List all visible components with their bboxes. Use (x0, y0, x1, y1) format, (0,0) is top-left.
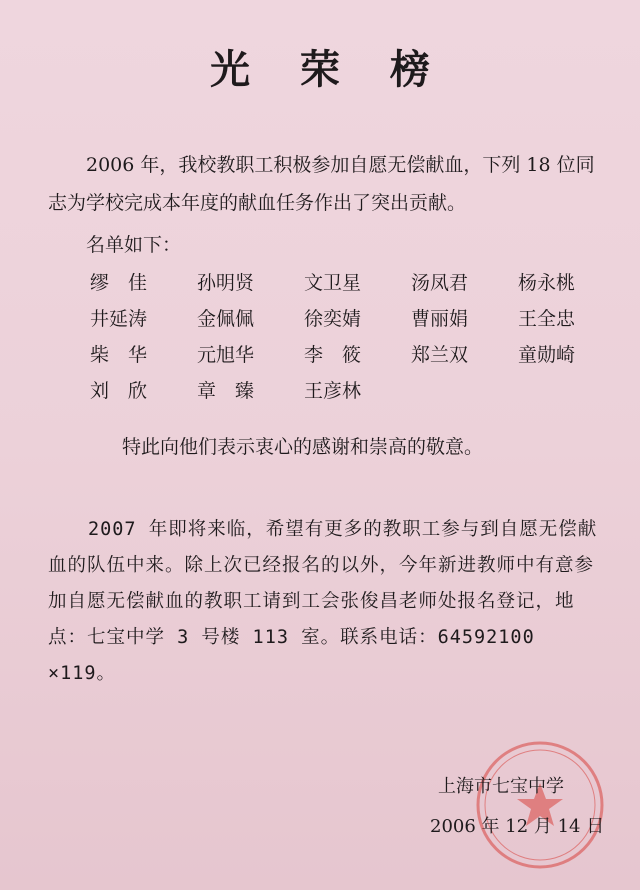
issuer-signature: 上海市七宝中学 (438, 776, 564, 797)
honoree-name: 刘 欣 (90, 380, 148, 402)
honoree-name: 王彦林 (304, 380, 362, 402)
honoree-name: 童勋崎 (518, 344, 576, 366)
honoree-name: 王全忠 (518, 308, 576, 330)
honoree-name: 金佩佩 (197, 308, 255, 330)
honoree-name: 曹丽娟 (411, 308, 469, 330)
honoree-name: 徐奕婧 (304, 308, 362, 330)
honoree-name: 缪 佳 (90, 272, 148, 294)
recruitment-notice: 2007 年即将来临，希望有更多的教职工参与到自愿无偿献血的队伍中来。除上次已经报名的以外，今年新进教师中有意参加自愿无偿献血的教职工请到工会张俊昌老师处报名登记，地点：七宝中学 3 号楼 113 室。联系电话：64592100 ×119。 (48, 519, 598, 684)
honoree-name: 元旭华 (197, 344, 255, 366)
honoree-name: 文卫星 (304, 272, 362, 294)
intro-paragraph: 2006 年，我校教职工积极参加自愿无偿献血，下列 18 位同志为学校完成本年度的献血任务作出了突出贡献。 (48, 154, 595, 214)
honoree-name: 柴 华 (90, 344, 148, 366)
thanks-line: 特此向他们表示衷心的感谢和崇高的敬意。 (122, 436, 484, 458)
honoree-name: 李 筱 (304, 344, 362, 366)
issue-date: 2006 年 12 月 14 日 (430, 816, 605, 837)
honoree-name: 孙明贤 (197, 272, 255, 294)
honoree-name: 汤凤君 (411, 272, 469, 294)
honoree-name: 井延涛 (90, 308, 148, 330)
honor-name-list (90, 268, 610, 412)
honoree-name: 郑兰双 (411, 344, 469, 366)
official-seal-stamp (470, 735, 610, 875)
honoree-name: 杨永桃 (518, 272, 576, 294)
honoree-name: 章 臻 (197, 380, 255, 402)
list-lead: 名单如下： (86, 234, 182, 256)
page-title: 光 荣 榜 (210, 47, 448, 93)
